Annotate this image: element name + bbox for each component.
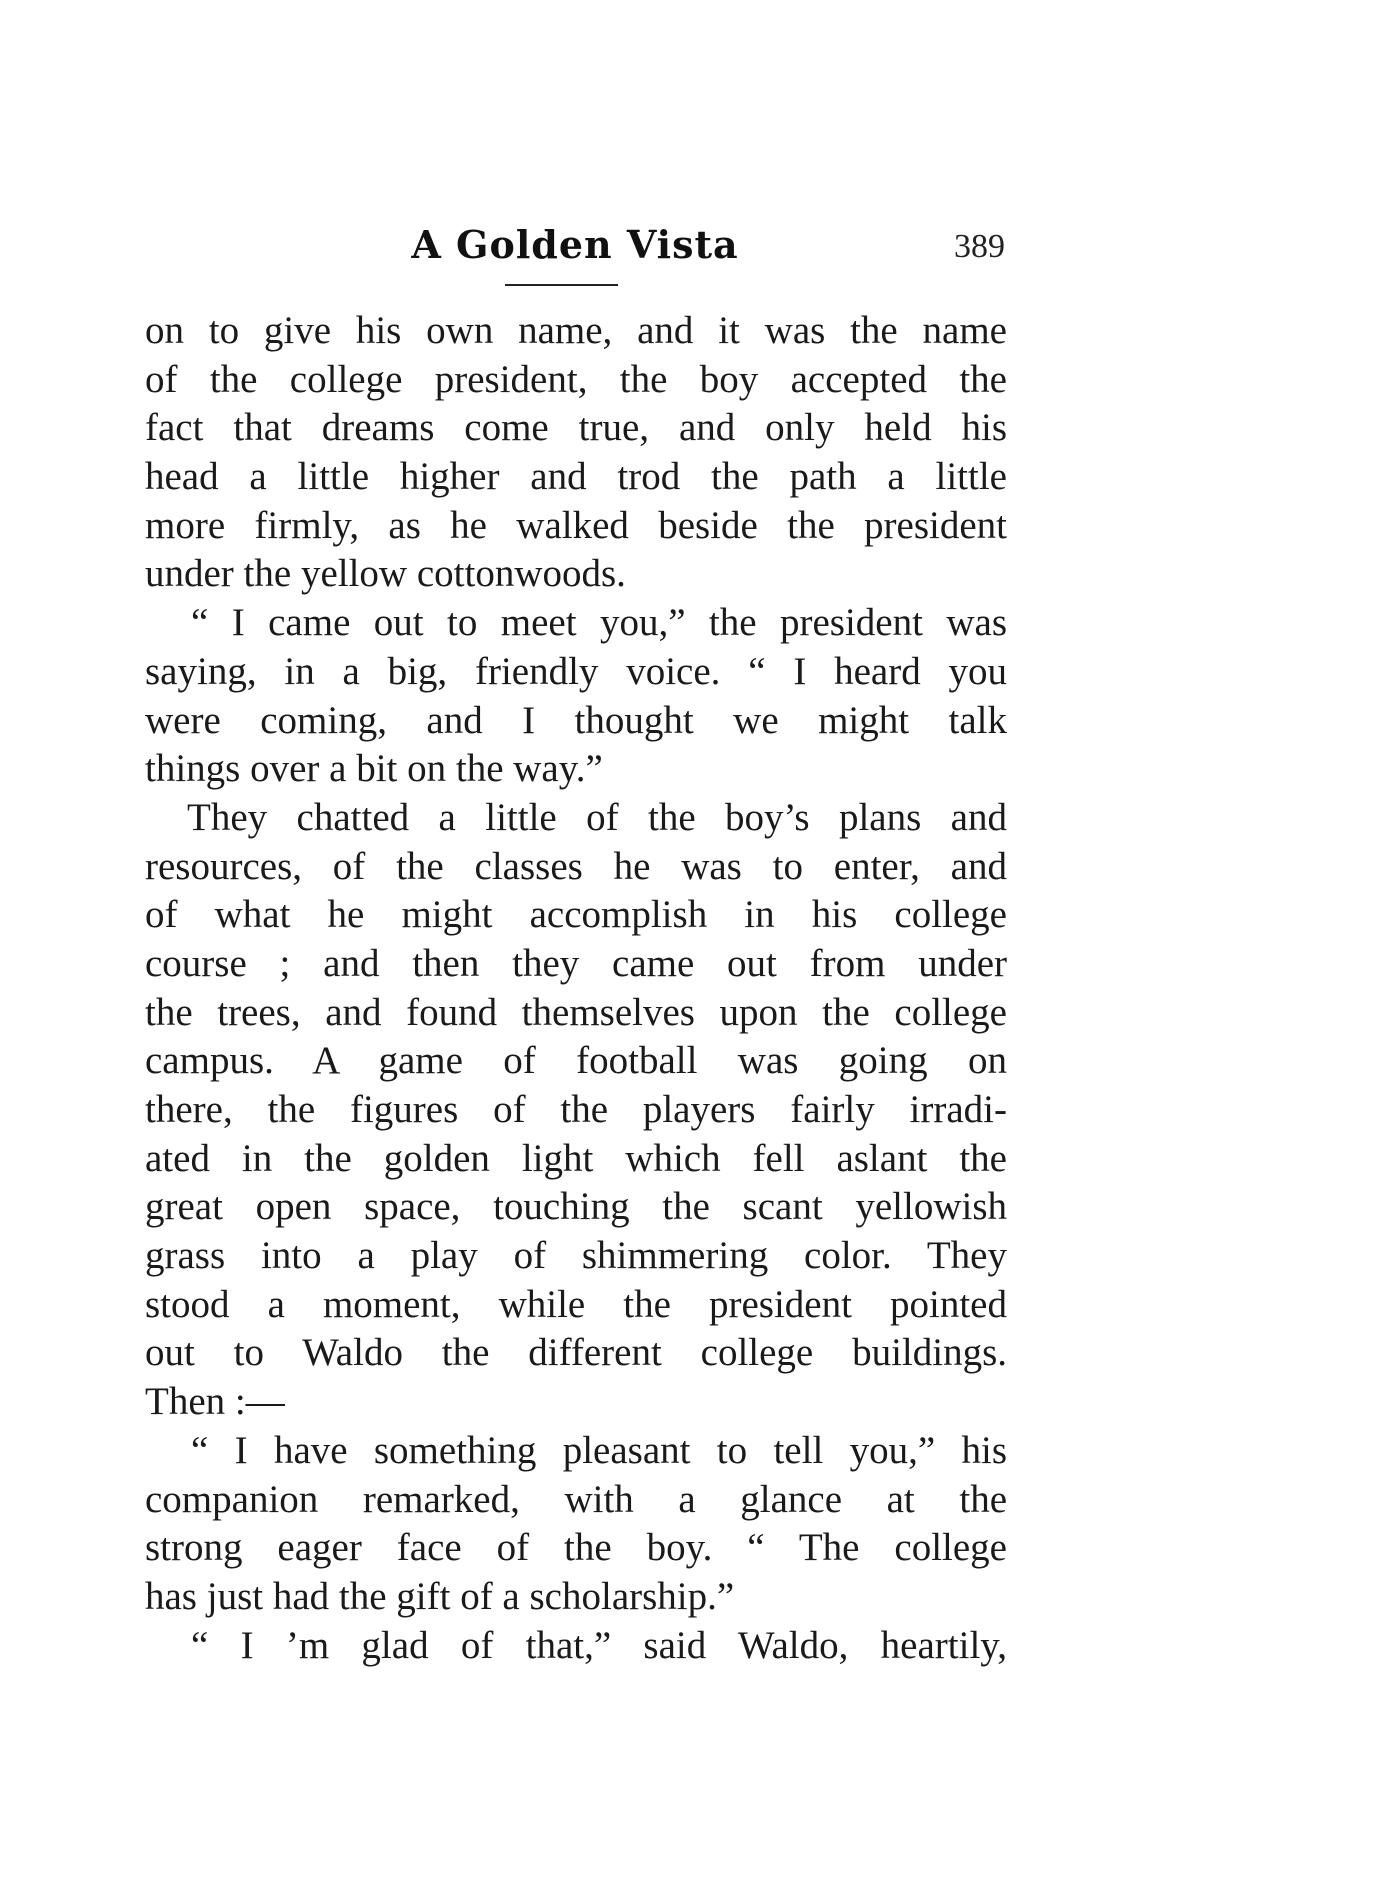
text-line: ated in the golden light which fell aslant the <box>145 1136 1007 1180</box>
text-line: campus. A game of football was going on <box>145 1039 1007 1083</box>
text-line: “ I ’m glad of that,” said Waldo, heartily, <box>191 1623 1007 1667</box>
text-line: there, the figures of the players fairly irradi- <box>145 1088 1007 1131</box>
text-line: out to Waldo the different college buildings. <box>145 1331 1007 1375</box>
page-number: 389 <box>954 228 1005 265</box>
text-line: fact that dreams come true, and only held his <box>145 406 1007 450</box>
text-line: of what he might accomplish in his college <box>145 893 1007 937</box>
text-line: “ I came out to meet you,” the president was <box>191 601 1007 645</box>
text-line: were coming, and I thought we might talk <box>145 698 1007 742</box>
text-line: stood a moment, while the president pointed <box>145 1282 1007 1326</box>
text-line: saying, in a big, friendly voice. “ I heard you <box>145 649 1007 693</box>
running-title: A Golden Vista <box>411 222 739 267</box>
running-head <box>145 222 1005 282</box>
text-line: Then :— <box>145 1380 285 1424</box>
text-line: They chatted a little of the boy’s plans and <box>187 795 1007 839</box>
text-line: companion remarked, with a glance at the <box>145 1477 1007 1521</box>
text-line: under the yellow cottonwoods. <box>145 552 626 596</box>
text-line: course ; and then they came out from under <box>145 941 1007 985</box>
text-line: resources, of the classes he was to enter, and <box>145 844 1007 888</box>
text-line: of the college president, the boy accepted the <box>145 357 1007 401</box>
text-line: on to give his own name, and it was the name <box>145 309 1007 352</box>
text-line: has just had the gift of a scholarship.” <box>145 1574 735 1618</box>
header-rule <box>505 284 618 286</box>
text-line: the trees, and found themselves upon the college <box>145 990 1007 1034</box>
text-line: strong eager face of the boy. “ The college <box>145 1526 1007 1570</box>
text-line: head a little higher and trod the path a little <box>145 455 1007 499</box>
text-line: more firmly, as he walked beside the president <box>145 503 1007 547</box>
text-line: “ I have something pleasant to tell you,” his <box>191 1428 1007 1472</box>
text-line: great open space, touching the scant yellowish <box>145 1185 1007 1229</box>
text-line: grass into a play of shimmering color. They <box>145 1234 1007 1278</box>
body-text <box>145 307 1007 1670</box>
text-line: things over a bit on the way.” <box>145 747 603 791</box>
